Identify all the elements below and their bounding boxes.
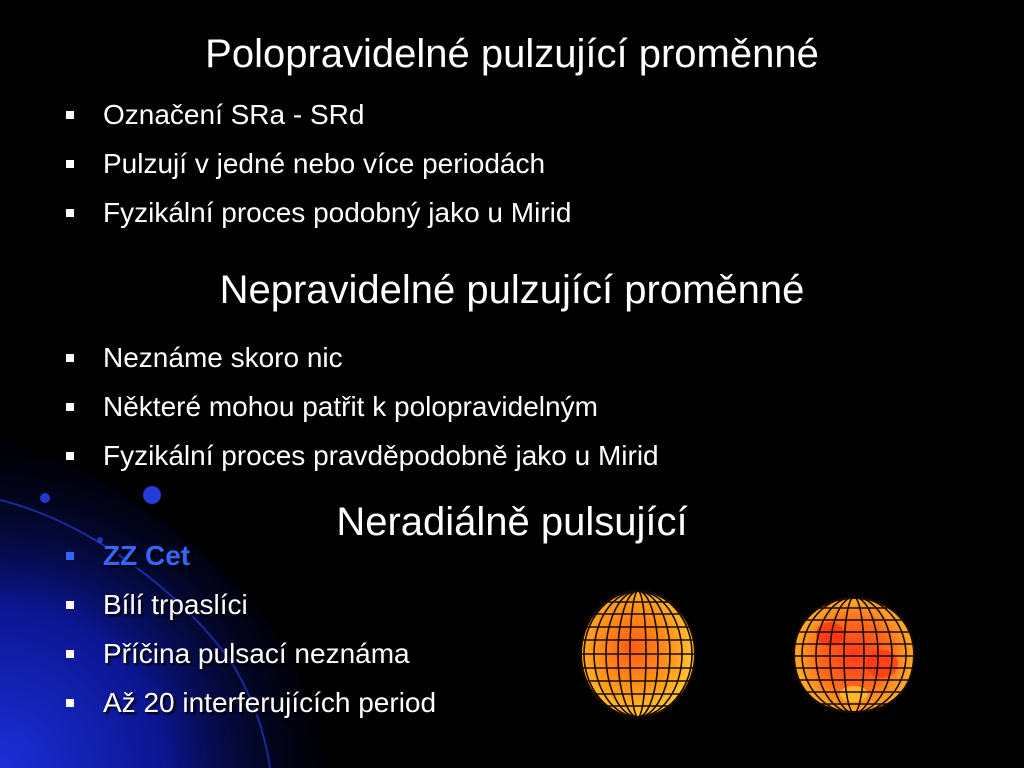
bullet-list-nonradial [62, 540, 436, 736]
bullet-square-icon [66, 354, 74, 362]
bullet-square-icon [66, 650, 74, 658]
list-item: Fyzikální proces pravděpodobně jako u Mirid [62, 440, 659, 489]
bullet-square-icon [66, 209, 74, 217]
pulsating-star-sphere-image [578, 588, 698, 720]
bullet-square-icon [66, 552, 74, 560]
list-item: Fyzikální proces podobný jako u Mirid [62, 197, 571, 246]
list-item: Některé mohou patřit k polopravidelným [62, 391, 659, 440]
bullet-list-semiregular [62, 99, 571, 246]
list-item: Příčina pulsací neznáma [62, 638, 436, 687]
list-item: Až 20 interferujících period [62, 687, 436, 736]
bullet-square-icon [66, 601, 74, 609]
list-item: Pulzují v jedné nebo více periodách [62, 148, 571, 197]
bullet-square-icon [66, 403, 74, 411]
pulsating-star-deformed-image [790, 594, 918, 716]
bullet-list-irregular [62, 342, 659, 489]
bullet-square-icon [66, 452, 74, 460]
list-item-zz-cet-link[interactable]: ZZ Cet [62, 540, 436, 589]
list-item: Bílí trpaslíci [62, 589, 436, 638]
section-heading-irregular: Nepravidelné pulzující proměnné [219, 268, 805, 312]
section-heading-nonradial: Neradiálně pulsující [336, 500, 688, 544]
bullet-square-icon [66, 111, 74, 119]
bullet-square-icon [66, 160, 74, 168]
section-heading-semiregular: Polopravidelné pulzující proměnné [205, 32, 819, 76]
bullet-square-icon [66, 699, 74, 707]
list-item: Označení SRa - SRd [62, 99, 571, 148]
list-item: Neznáme skoro nic [62, 342, 659, 391]
